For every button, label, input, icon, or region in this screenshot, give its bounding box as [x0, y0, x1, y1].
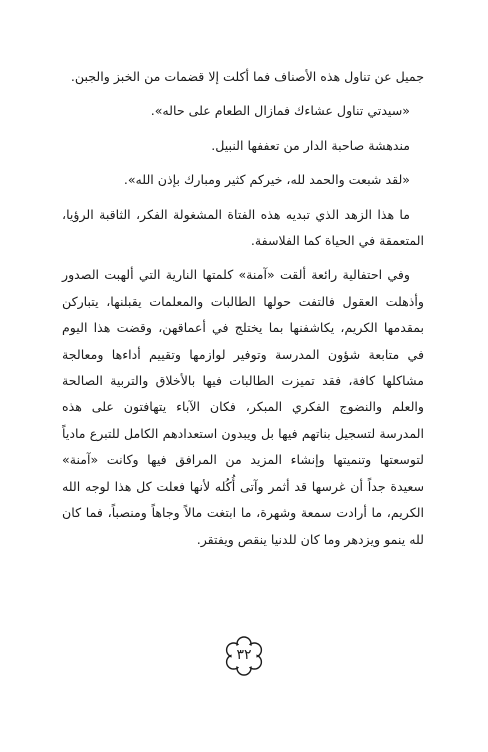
paragraph-1: جميل عن تناول هذه الأصناف فما أكلت إلا قضمات من الخبز والجبن.: [70, 69, 424, 84]
paragraph-6: وفي احتفالية رائعة ألقت «آمنة» كلمتها النارية التي ألهبت الصدور وأذهلت العقول فالتفت حولها الطالبات والمعلمات يقبلنها، يتباركن بمقدمها الكريم، يكاشفنها بما يختلج في أعماقهن، وقضت هذا اليوم في متابعة شؤون المدرسة وتوفير لوازمها وتقييم أداءها ومعالجة مشاكلها كافة، فقد تميزت الطالبات فيها بالأخلاق والتربية الصالحة والعلم والنضوج الفكري المبكر، فكان الآباء يتهافتون على هذه المدرسة لتسجيل بناتهم فيها بل ويبدون استعدادهم الكامل للتبرع مادياً لتوسعتها وتنميتها وإنشاء المزيد من المرافق فيها وكانت «آمنة» سعيدة جداً أن غرسها قد أثمر وآتى أُكُله لأنها فعلت كل هذا لوجه الله الكريم، ما أرادت سمعة وشهرة، ما ابتغت مالاً وجاهاً ومنصباً، فما كان لله ينمو ويزدهر وما كان للدنيا ينقص ويفتقر.: [62, 267, 424, 547]
paragraph-3: مندهشة صاحبة الدار من تعففها النبيل.: [211, 137, 410, 153]
paragraph-5: ما هذا الزهد الذي تبديه هذه الفتاة المشغولة الفكر، الثاقبة الرؤيا، المتعمقة في الحياة كما الفلاسفة.: [62, 206, 424, 249]
paragraph-2: «سيدتي تناول عشاءك فمازال الطعام على حاله».: [150, 103, 410, 119]
page-number: ٣٢: [236, 647, 252, 663]
body-text: [62, 64, 424, 553]
page-number-ornament: [220, 632, 268, 680]
paragraph-4: «لقد شبعت والحمد لله، خيركم كثير ومبارك بإذن الله».: [123, 172, 410, 188]
